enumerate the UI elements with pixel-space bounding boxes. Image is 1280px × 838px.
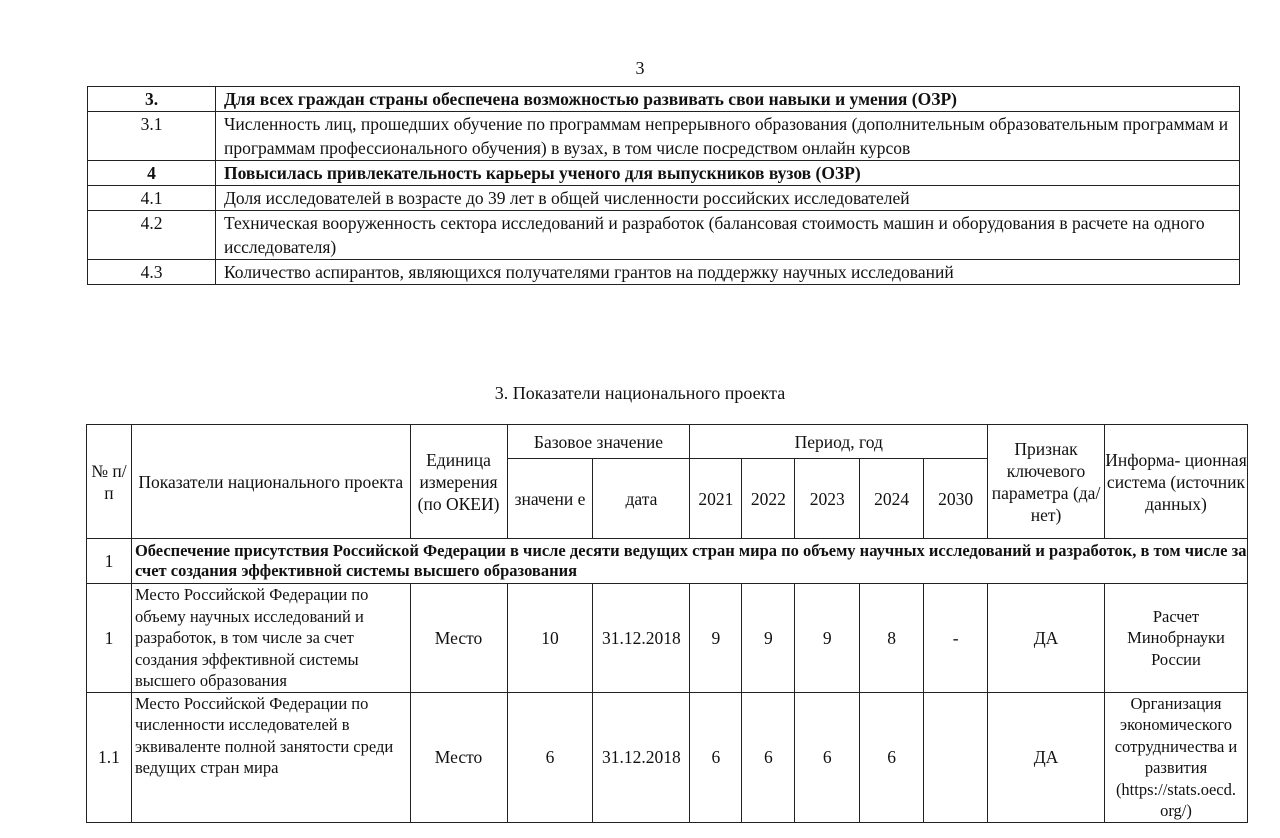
year-value-cell <box>924 692 988 822</box>
col-header-year: 2021 <box>690 459 742 539</box>
table-row <box>88 112 1240 161</box>
col-header-key: Признак ключевого параметра (да/нет) <box>988 425 1105 539</box>
table-row <box>87 584 1248 693</box>
base-date-cell: 31.12.2018 <box>593 584 690 693</box>
row-text: Техническая вооруженность сектора исследований и разработок (балансовая стоимость машин и оборудования в расчете на одного исследователя) <box>216 211 1240 260</box>
row-text: Для всех граждан страны обеспечена возможностью развивать свои навыки и умения (ОЗР) <box>216 87 1240 112</box>
indicators-table <box>86 424 1248 823</box>
base-value-cell: 10 <box>507 584 593 693</box>
col-header-name: Показатели национального проекта <box>131 425 410 539</box>
goal-number: 1 <box>87 539 132 584</box>
year-value-cell: 9 <box>690 584 742 693</box>
col-header-year: 2023 <box>795 459 860 539</box>
col-header-unit: Единица измерения (по ОКЕИ) <box>410 425 507 539</box>
col-header-period: Период, год <box>690 425 988 459</box>
indicator-name: Место Российской Федерации по численности исследователей в эквиваленте полной занятости среди ведущих стран мира <box>131 692 410 822</box>
source-cell: Организация экономического сотрудничества и развития (https://stats.oecd. org/) <box>1104 692 1247 822</box>
row-number: 1.1 <box>87 692 132 822</box>
year-value-cell: 6 <box>860 692 924 822</box>
year-value-cell: 8 <box>860 584 924 693</box>
table-row <box>88 186 1240 211</box>
unit-cell: Место <box>410 692 507 822</box>
year-value-cell: - <box>924 584 988 693</box>
results-table <box>87 86 1240 285</box>
col-header-base-date: дата <box>593 459 690 539</box>
table-row <box>88 87 1240 112</box>
row-text: Доля исследователей в возрасте до 39 лет в общей численности российских исследователей <box>216 186 1240 211</box>
col-header-info: Информа- ционная система (источник данных) <box>1104 425 1247 539</box>
row-text: Количество аспирантов, являющихся получателями грантов на поддержку научных исследований <box>216 260 1240 285</box>
source-cell: Расчет Минобрнауки России <box>1104 584 1247 693</box>
col-header-base: Базовое значение <box>507 425 690 459</box>
col-header-year: 2022 <box>742 459 795 539</box>
goal-row <box>87 539 1248 584</box>
table-row <box>88 161 1240 186</box>
year-value-cell: 6 <box>690 692 742 822</box>
year-value-cell: 9 <box>795 584 860 693</box>
row-number: 4.2 <box>88 211 216 260</box>
goal-text: Обеспечение присутствия Российской Федерации в числе десяти ведущих стран мира по объему научных исследований и разработок, в том числе за счет создания эффективной системы высшего образования <box>131 539 1247 584</box>
table-row <box>87 692 1248 822</box>
page-number: 3 <box>635 58 645 78</box>
year-value-cell: 6 <box>795 692 860 822</box>
key-flag-cell: ДА <box>988 692 1105 822</box>
year-value-cell: 9 <box>742 584 795 693</box>
col-header-year: 2030 <box>924 459 988 539</box>
row-number: 3. <box>88 87 216 112</box>
table-row <box>88 211 1240 260</box>
row-number: 1 <box>87 584 132 693</box>
col-header-base-value: значени е <box>507 459 593 539</box>
row-text: Повысилась привлекательность карьеры ученого для выпускников вузов (ОЗР) <box>216 161 1240 186</box>
unit-cell: Место <box>410 584 507 693</box>
row-number: 4 <box>88 161 216 186</box>
row-number: 3.1 <box>88 112 216 161</box>
section-title: 3. Показатели национального проекта <box>494 383 786 403</box>
col-header-num: № п/п <box>87 425 132 539</box>
table-row <box>88 260 1240 285</box>
base-value-cell: 6 <box>507 692 593 822</box>
base-date-cell: 31.12.2018 <box>593 692 690 822</box>
header-row <box>87 425 1248 459</box>
key-flag-cell: ДА <box>988 584 1105 693</box>
indicator-name: Место Российской Федерации по объему научных исследований и разработок, в том числе за счет создания эффективной системы высшего образования <box>131 584 410 693</box>
row-number: 4.3 <box>88 260 216 285</box>
year-value-cell: 6 <box>742 692 795 822</box>
row-text: Численность лиц, прошедших обучение по программам непрерывного образования (дополнительным образовательным программам и программам профессионального обучения) в вузах, в том числе посредством онлайн курсов <box>216 112 1240 161</box>
row-number: 4.1 <box>88 186 216 211</box>
col-header-year: 2024 <box>860 459 924 539</box>
